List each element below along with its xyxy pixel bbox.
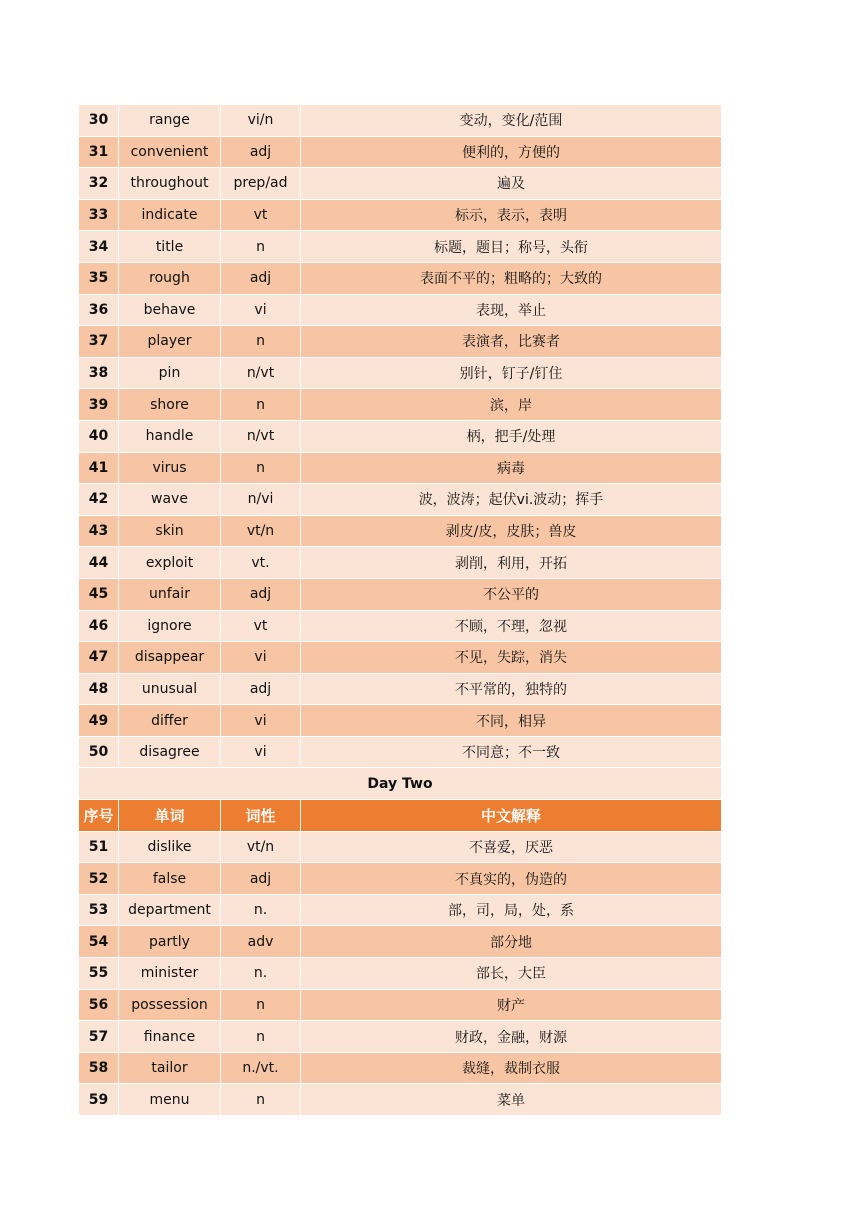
word-cell: handle <box>119 420 221 452</box>
part-of-speech-cell: n <box>221 389 301 421</box>
part-of-speech-cell: adj <box>221 673 301 705</box>
table-row <box>79 515 722 547</box>
part-of-speech-cell: prep/ad <box>221 168 301 200</box>
meaning-cell: 标示，表示，表明 <box>301 199 722 231</box>
day-two-rows <box>79 831 722 1115</box>
word-cell: range <box>119 105 221 137</box>
word-number: 48 <box>79 673 119 705</box>
table-row <box>79 168 722 200</box>
meaning-cell: 财产 <box>301 989 722 1021</box>
word-cell: disagree <box>119 736 221 768</box>
word-number: 58 <box>79 1052 119 1084</box>
word-cell: menu <box>119 1084 221 1116</box>
word-cell: ignore <box>119 610 221 642</box>
part-of-speech-cell: vt/n <box>221 831 301 863</box>
word-number: 56 <box>79 989 119 1021</box>
meaning-cell: 不真实的，伪造的 <box>301 863 722 895</box>
word-cell: pin <box>119 357 221 389</box>
table-row <box>79 610 722 642</box>
part-of-speech-cell: n <box>221 231 301 263</box>
part-of-speech-cell: vt/n <box>221 515 301 547</box>
meaning-cell: 剥削，利用，开拓 <box>301 547 722 579</box>
word-cell: department <box>119 894 221 926</box>
part-of-speech-cell: n <box>221 1021 301 1053</box>
meaning-cell: 不见，失踪，消失 <box>301 642 722 674</box>
table-row <box>79 231 722 263</box>
meaning-cell: 不同意；不一致 <box>301 736 722 768</box>
part-of-speech-cell: adj <box>221 863 301 895</box>
word-cell: wave <box>119 484 221 516</box>
table-row <box>79 136 722 168</box>
word-cell: exploit <box>119 547 221 579</box>
part-of-speech-cell: vi <box>221 294 301 326</box>
word-number: 59 <box>79 1084 119 1116</box>
table-row <box>79 389 722 421</box>
meaning-cell: 便利的，方便的 <box>301 136 722 168</box>
word-number: 52 <box>79 863 119 895</box>
word-number: 47 <box>79 642 119 674</box>
table-row <box>79 1052 722 1084</box>
part-of-speech-cell: n/vt <box>221 357 301 389</box>
meaning-cell: 波，波涛；起伏vi.波动；挥手 <box>301 484 722 516</box>
word-cell: behave <box>119 294 221 326</box>
meaning-cell: 不平常的，独特的 <box>301 673 722 705</box>
meaning-cell: 财政，金融，财源 <box>301 1021 722 1053</box>
table-row <box>79 547 722 579</box>
word-cell: finance <box>119 1021 221 1053</box>
meaning-cell: 剥皮/皮，皮肤；兽皮 <box>301 515 722 547</box>
part-of-speech-cell: n/vt <box>221 420 301 452</box>
meaning-cell: 裁缝，裁制衣服 <box>301 1052 722 1084</box>
day-two-section <box>79 768 722 831</box>
table-row <box>79 484 722 516</box>
word-number: 53 <box>79 894 119 926</box>
part-of-speech-cell: n <box>221 452 301 484</box>
word-cell: player <box>119 326 221 358</box>
word-number: 39 <box>79 389 119 421</box>
table-row <box>79 894 722 926</box>
part-of-speech-cell: vi <box>221 705 301 737</box>
word-cell: indicate <box>119 199 221 231</box>
word-number: 34 <box>79 231 119 263</box>
word-number: 40 <box>79 420 119 452</box>
word-number: 55 <box>79 958 119 990</box>
header-word: 单词 <box>119 800 221 832</box>
part-of-speech-cell: adj <box>221 262 301 294</box>
table-row <box>79 705 722 737</box>
meaning-cell: 表面不平的；粗略的；大致的 <box>301 262 722 294</box>
word-cell: rough <box>119 262 221 294</box>
day-title-row <box>79 768 722 800</box>
word-number: 43 <box>79 515 119 547</box>
word-cell: title <box>119 231 221 263</box>
day-title: Day Two <box>79 768 722 800</box>
word-number: 46 <box>79 610 119 642</box>
word-cell: minister <box>119 958 221 990</box>
table-row <box>79 199 722 231</box>
table-row <box>79 1084 722 1116</box>
table-row <box>79 1021 722 1053</box>
part-of-speech-cell: vt <box>221 199 301 231</box>
table-row <box>79 673 722 705</box>
meaning-cell: 部长，大臣 <box>301 958 722 990</box>
word-cell: unusual <box>119 673 221 705</box>
meaning-cell: 遍及 <box>301 168 722 200</box>
meaning-cell: 标题，题目；称号，头衔 <box>301 231 722 263</box>
word-cell: disappear <box>119 642 221 674</box>
table-row <box>79 105 722 137</box>
meaning-cell: 滨，岸 <box>301 389 722 421</box>
word-cell: throughout <box>119 168 221 200</box>
part-of-speech-cell: n/vi <box>221 484 301 516</box>
part-of-speech-cell: adv <box>221 926 301 958</box>
meaning-cell: 别针，钉子/钉住 <box>301 357 722 389</box>
word-number: 36 <box>79 294 119 326</box>
meaning-cell: 部，司，局，处，系 <box>301 894 722 926</box>
word-number: 49 <box>79 705 119 737</box>
part-of-speech-cell: vt <box>221 610 301 642</box>
word-cell: false <box>119 863 221 895</box>
section1-rows <box>79 105 722 768</box>
table-row <box>79 578 722 610</box>
table-row <box>79 736 722 768</box>
word-cell: differ <box>119 705 221 737</box>
word-number: 51 <box>79 831 119 863</box>
table-row <box>79 926 722 958</box>
part-of-speech-cell: vi/n <box>221 105 301 137</box>
table-row <box>79 831 722 863</box>
word-number: 57 <box>79 1021 119 1053</box>
table-row <box>79 642 722 674</box>
header-num: 序号 <box>79 800 119 832</box>
meaning-cell: 表现，举止 <box>301 294 722 326</box>
part-of-speech-cell: vt. <box>221 547 301 579</box>
word-cell: unfair <box>119 578 221 610</box>
table-row <box>79 326 722 358</box>
part-of-speech-cell: n <box>221 989 301 1021</box>
meaning-cell: 病毒 <box>301 452 722 484</box>
table-row <box>79 262 722 294</box>
word-cell: virus <box>119 452 221 484</box>
vocabulary-table <box>78 104 722 1116</box>
word-cell: shore <box>119 389 221 421</box>
meaning-cell: 不喜爱，厌恶 <box>301 831 722 863</box>
word-number: 50 <box>79 736 119 768</box>
header-row <box>79 800 722 832</box>
table-row <box>79 989 722 1021</box>
meaning-cell: 菜单 <box>301 1084 722 1116</box>
word-number: 54 <box>79 926 119 958</box>
word-cell: dislike <box>119 831 221 863</box>
word-number: 30 <box>79 105 119 137</box>
word-number: 35 <box>79 262 119 294</box>
meaning-cell: 表演者，比赛者 <box>301 326 722 358</box>
meaning-cell: 柄，把手/处理 <box>301 420 722 452</box>
table-row <box>79 452 722 484</box>
vocabulary-sheet <box>78 104 721 1116</box>
table-row <box>79 357 722 389</box>
table-row <box>79 863 722 895</box>
part-of-speech-cell: vi <box>221 642 301 674</box>
table-row <box>79 958 722 990</box>
table-row <box>79 420 722 452</box>
header-pos: 词性 <box>221 800 301 832</box>
word-number: 42 <box>79 484 119 516</box>
part-of-speech-cell: n <box>221 326 301 358</box>
part-of-speech-cell: adj <box>221 578 301 610</box>
word-number: 32 <box>79 168 119 200</box>
word-number: 41 <box>79 452 119 484</box>
table-row <box>79 294 722 326</box>
meaning-cell: 部分地 <box>301 926 722 958</box>
word-cell: convenient <box>119 136 221 168</box>
part-of-speech-cell: adj <box>221 136 301 168</box>
word-number: 38 <box>79 357 119 389</box>
part-of-speech-cell: n <box>221 1084 301 1116</box>
part-of-speech-cell: vi <box>221 736 301 768</box>
word-number: 37 <box>79 326 119 358</box>
meaning-cell: 变动，变化/范围 <box>301 105 722 137</box>
word-number: 45 <box>79 578 119 610</box>
meaning-cell: 不公平的 <box>301 578 722 610</box>
part-of-speech-cell: n. <box>221 894 301 926</box>
word-number: 33 <box>79 199 119 231</box>
word-cell: tailor <box>119 1052 221 1084</box>
part-of-speech-cell: n. <box>221 958 301 990</box>
meaning-cell: 不同，相异 <box>301 705 722 737</box>
header-meaning: 中文解释 <box>301 800 722 832</box>
word-number: 31 <box>79 136 119 168</box>
word-cell: possession <box>119 989 221 1021</box>
meaning-cell: 不顾，不理，忽视 <box>301 610 722 642</box>
part-of-speech-cell: n./vt. <box>221 1052 301 1084</box>
word-number: 44 <box>79 547 119 579</box>
word-cell: partly <box>119 926 221 958</box>
word-cell: skin <box>119 515 221 547</box>
